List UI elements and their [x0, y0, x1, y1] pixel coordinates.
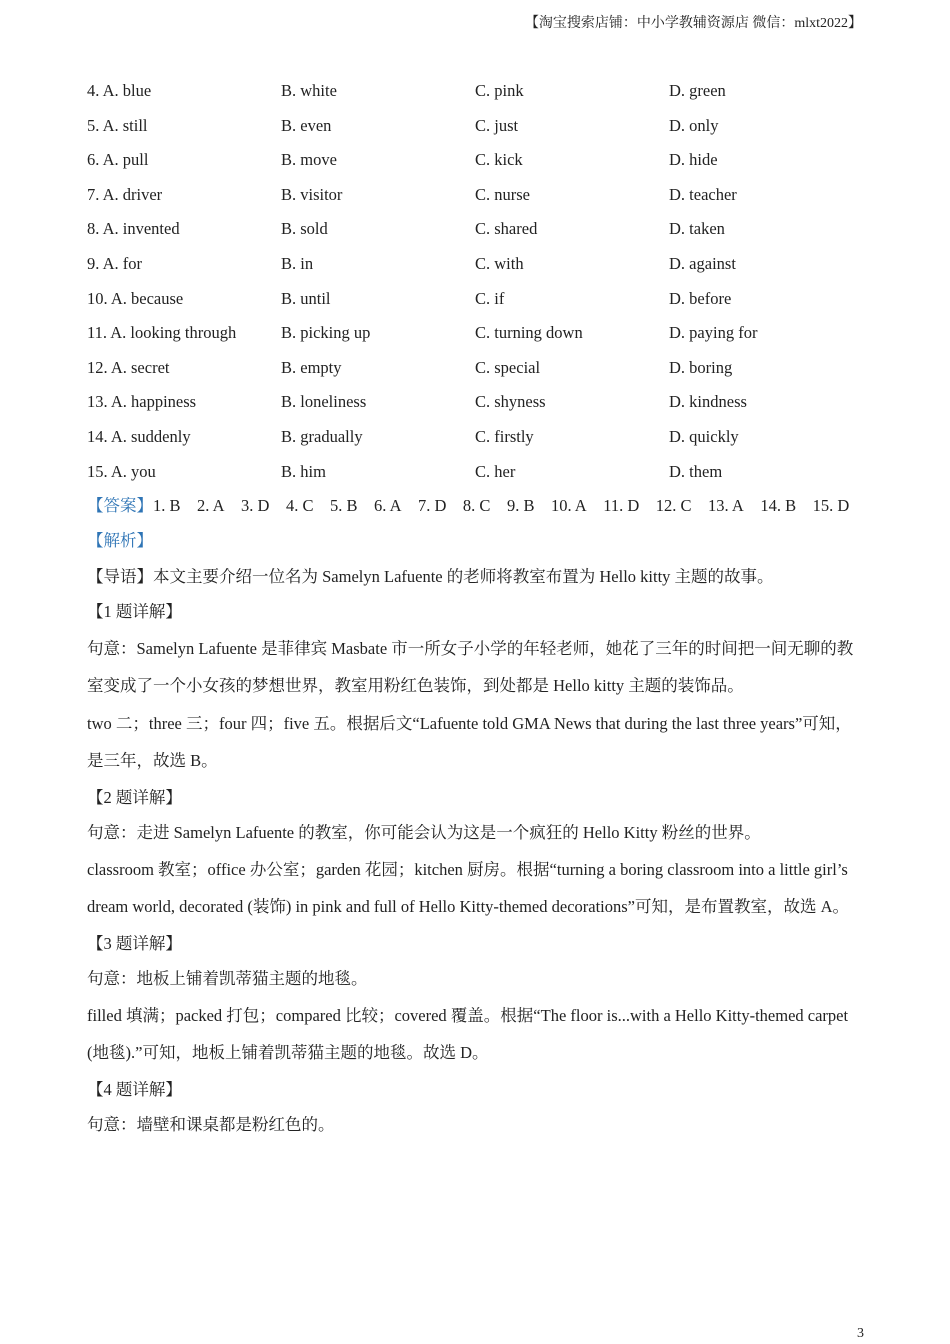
answer-item: 15. D — [812, 496, 850, 515]
option-c: C. pink — [475, 81, 524, 100]
option-a: 9. A. for — [87, 253, 142, 273]
option-b: B. until — [281, 288, 331, 308]
answer-item: 8. C — [462, 496, 491, 515]
answer-item: 14. B — [760, 496, 797, 515]
option-row — [87, 355, 877, 390]
option-a: 7. A. driver — [87, 184, 163, 204]
option-row — [87, 78, 877, 113]
q3-explanation: filled 填满；packed 打包；compared 比较；covered 覆盖。根据“The floor is...with a Hello Kitty-themed carpet (地毯).”可知，地板上铺着凯蒂猫主题的地毯。故选 D。 — [87, 1005, 849, 1062]
option-d: D. paying for — [669, 323, 758, 343]
option-c: C. nurse — [475, 184, 530, 204]
answer-item: 2. A — [197, 496, 225, 515]
option-a: 10. A. because — [87, 288, 184, 308]
option-b: B. gradually — [281, 426, 363, 446]
q3-heading: 【3 题详解】 — [87, 933, 182, 953]
answer-label: 【答案】 — [87, 496, 153, 515]
option-a: 6. A. pull — [87, 150, 149, 170]
page-header: 【淘宝搜索店铺：中小学教辅资源店 微信：mlxt2022】 — [524, 16, 862, 31]
q4-meaning: 句意：墙壁和课桌都是粉红色的。 — [87, 1115, 335, 1134]
answer-key — [87, 493, 877, 519]
q1-heading: 【1 题详解】 — [87, 602, 182, 621]
option-b: B. white — [281, 81, 337, 100]
option-row — [87, 389, 877, 424]
answer-item: 10. A — [550, 496, 587, 515]
option-row — [87, 147, 877, 182]
option-b: B. even — [281, 115, 332, 135]
page-number: 3 — [857, 1326, 864, 1341]
analysis-label: 【解析】 — [87, 531, 153, 550]
option-a: 15. A. you — [87, 461, 156, 481]
option-b: B. loneliness — [281, 392, 367, 412]
option-row — [87, 251, 877, 286]
option-d: D. before — [669, 288, 732, 308]
analysis-section — [87, 523, 867, 1143]
option-d: D. only — [669, 115, 719, 135]
answer-item: 12. C — [655, 496, 692, 515]
option-row — [87, 113, 877, 148]
option-c: C. firstly — [475, 426, 534, 446]
option-b: B. him — [281, 461, 326, 481]
options-table — [87, 78, 877, 493]
option-c: C. with — [475, 253, 524, 273]
option-row — [87, 424, 877, 459]
q1-meaning: 句意：Samelyn Lafuente 是菲律宾 Masbate 市一所女子小学的年轻老师，她花了三年的时间把一间无聊的教室变成了一个小女孩的梦想世界，教室用粉红色装饰，到处都是 Hello kitty 主题的装饰品。 — [87, 638, 854, 695]
option-d: D. boring — [669, 357, 733, 377]
answer-item: 5. B — [329, 496, 358, 515]
option-b: B. move — [281, 150, 337, 170]
option-d: D. against — [669, 253, 736, 273]
option-a: 8. A. invented — [87, 219, 180, 239]
option-a: 4. A. blue — [87, 81, 152, 100]
answer-item: 11. D — [603, 496, 640, 515]
option-d: D. teacher — [669, 184, 737, 204]
option-d: D. them — [669, 461, 723, 481]
option-b: B. empty — [281, 357, 342, 377]
option-a: 5. A. still — [87, 115, 148, 135]
option-d: D. kindness — [669, 392, 747, 412]
q2-heading: 【2 题详解】 — [87, 787, 182, 807]
option-a: 13. A. happiness — [87, 392, 197, 412]
option-c: C. her — [475, 461, 516, 481]
answer-item: 9. B — [506, 496, 535, 515]
option-row — [87, 320, 877, 355]
option-c: C. special — [475, 357, 541, 377]
answer-item: 7. D — [418, 496, 447, 515]
option-b: B. picking up — [281, 323, 371, 343]
option-d: D. quickly — [669, 426, 739, 446]
q3-meaning: 句意：地板上铺着凯蒂猫主题的地毯。 — [87, 969, 368, 988]
option-row — [87, 182, 877, 217]
intro-paragraph: 【导语】本文主要介绍一位名为 Samelyn Lafuente 的老师将教室布置为 Hello kitty 主题的故事。 — [87, 566, 774, 586]
answer-item: 6. A — [373, 496, 402, 515]
option-d: D. hide — [669, 150, 718, 170]
option-c: C. turning down — [475, 323, 583, 343]
option-c: C. kick — [475, 150, 523, 170]
answer-item: 1. B — [153, 496, 181, 515]
option-a: 11. A. looking through — [87, 323, 237, 343]
option-a: 12. A. secret — [87, 357, 170, 377]
option-b: B. visitor — [281, 184, 343, 204]
answer-item: 13. A — [708, 496, 744, 515]
option-b: B. sold — [281, 219, 328, 239]
option-c: C. just — [475, 115, 519, 135]
option-b: B. in — [281, 253, 314, 273]
answer-item: 4. C — [285, 496, 314, 515]
option-row — [87, 286, 877, 321]
q4-heading: 【4 题详解】 — [87, 1079, 182, 1099]
option-a: 14. A. suddenly — [87, 426, 191, 446]
option-d: D. green — [669, 81, 726, 100]
option-c: C. if — [475, 288, 505, 308]
q2-meaning: 句意：走进 Samelyn Lafuente 的教室，你可能会认为这是一个疯狂的 Hello Kitty 粉丝的世界。 — [87, 823, 761, 842]
q1-explanation: two 二；three 三；four 四；five 五。根据后文“Lafuente told GMA News that during the last three years”可知，是三年，故选 B。 — [87, 713, 852, 770]
q2-explanation: classroom 教室；office 办公室；garden 花园；kitchen 厨房。根据“turning a boring classroom into a little girl’s dream world, decorated (装饰) in pink and full of Hello Kitty-themed decorations”可知，是布置教室，故选 A。 — [87, 859, 850, 916]
option-d: D. taken — [669, 219, 725, 239]
answer-item: 3. D — [241, 496, 270, 515]
option-c: C. shyness — [475, 392, 546, 412]
option-c: C. shared — [475, 219, 538, 239]
option-row — [87, 216, 877, 251]
option-row — [87, 459, 877, 494]
